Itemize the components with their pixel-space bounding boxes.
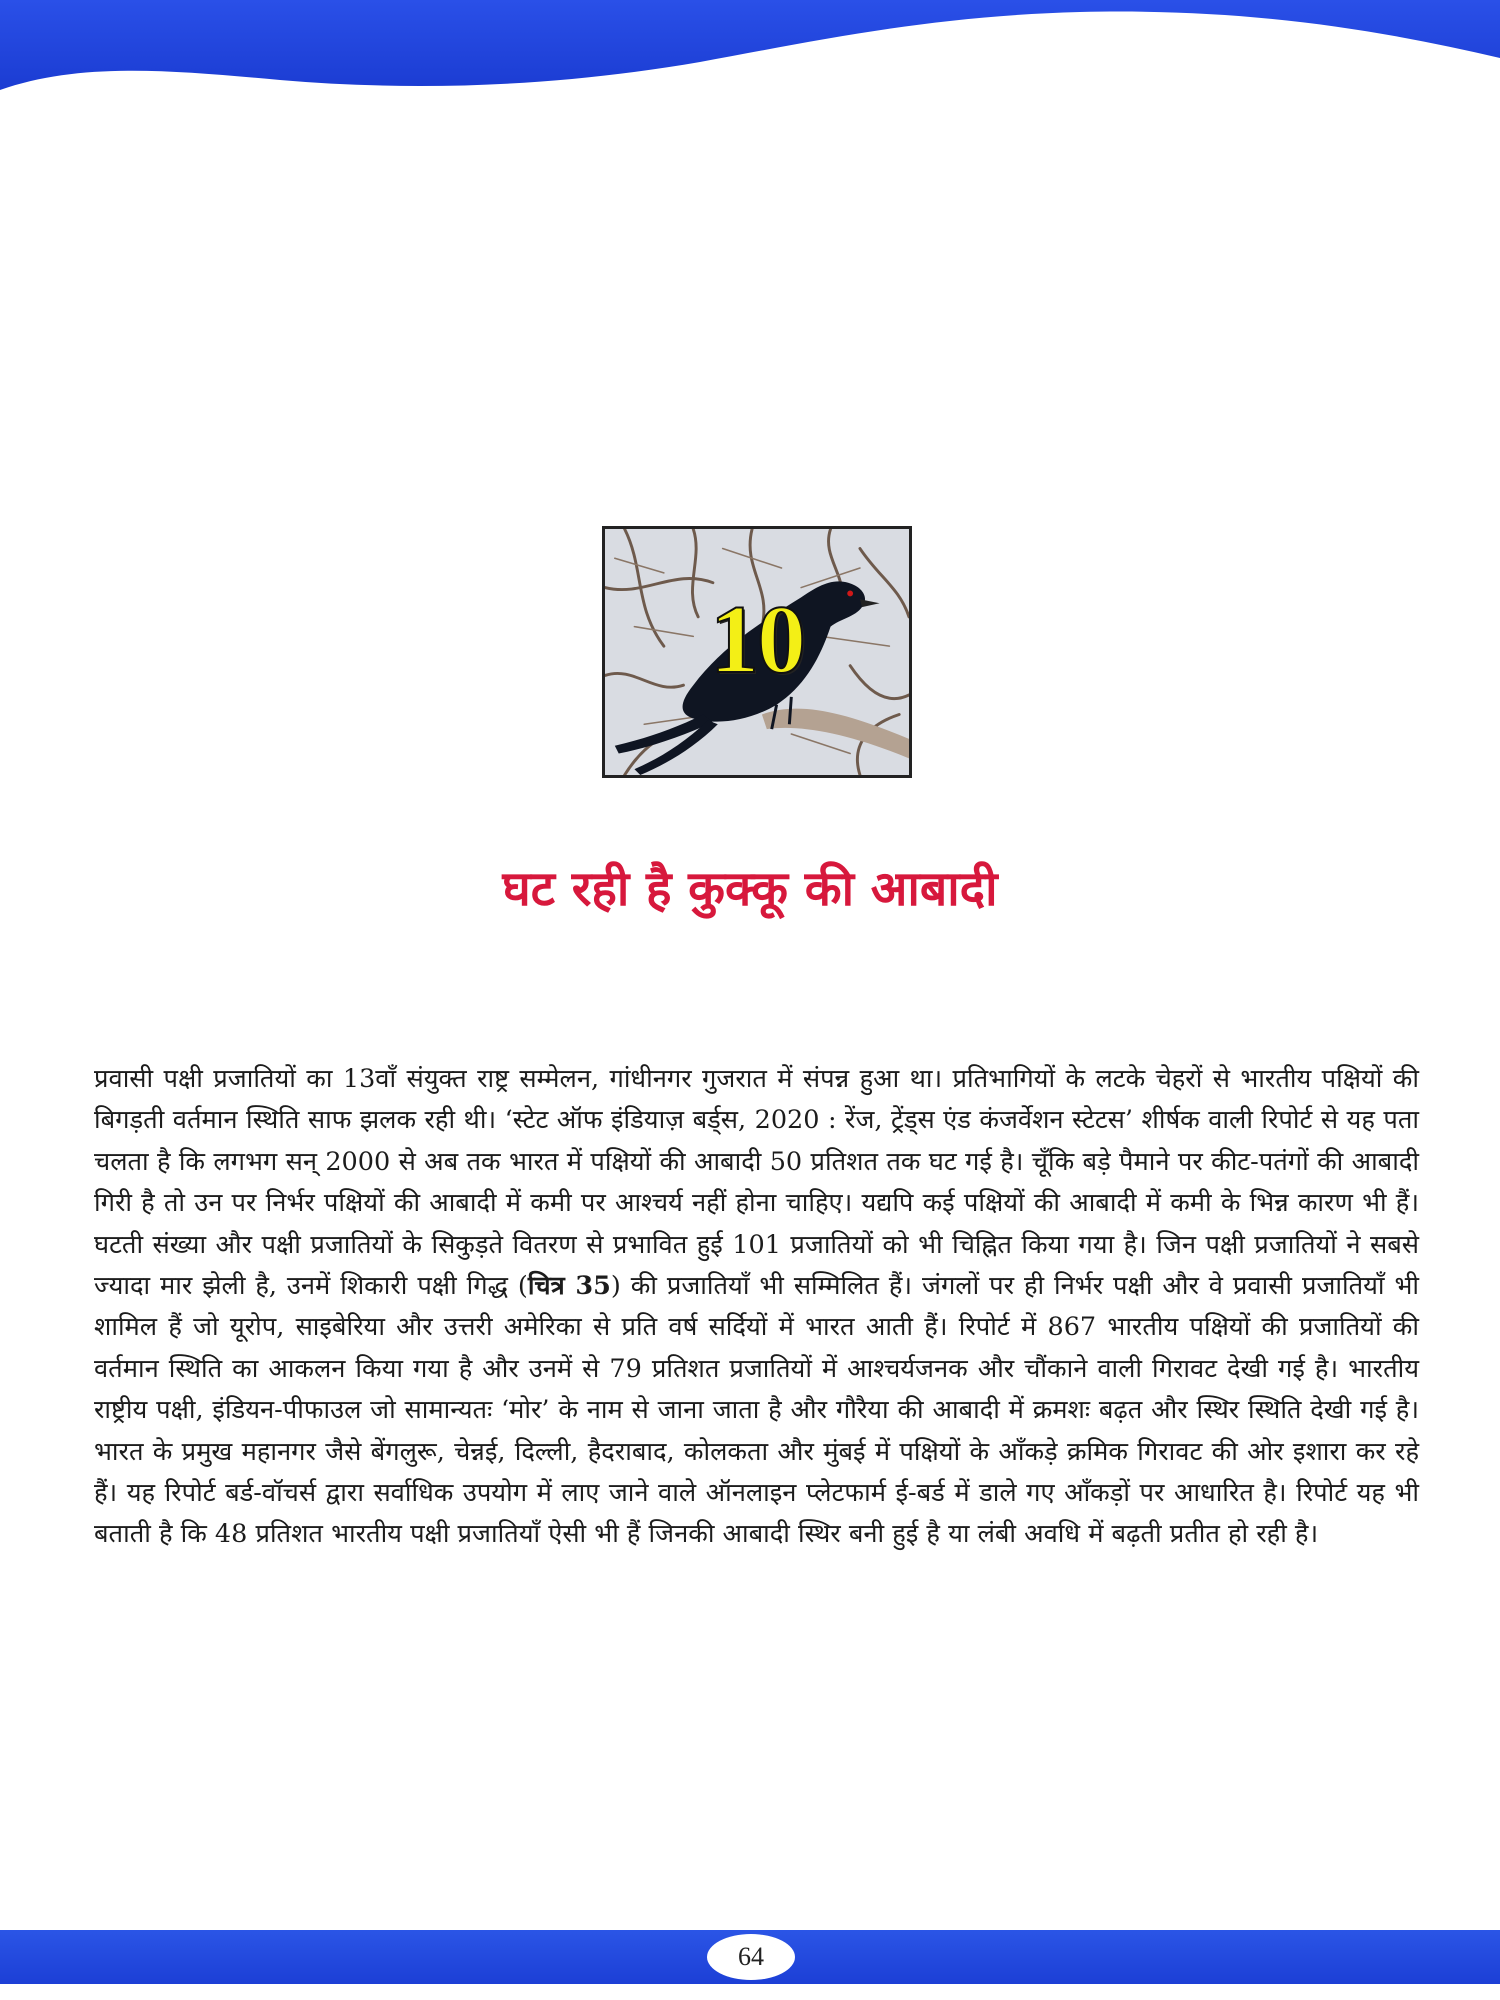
page-number: 64 [707, 1934, 795, 1980]
chapter-number: 10 [710, 586, 804, 694]
body-text-part-2: ) की प्रजातियाँ भी सम्मिलित हैं। जंगलों पर ही निर्भर पक्षी और वे प्रवासी प्रजातियाँ भी शामिल हैं जो यूरोप, साइबेरिया और उत्तरी अमेरिका से प्रति वर्ष सर्दियों में भारत आती हैं। रिपोर्ट में 867 भारतीय पक्षियों की प्रजातियों की वर्तमान स्थिति का आकलन किया गया है और उनमें से 79 प्रतिशत प्रजातियों में आश्चर्यजनक और चौंकाने वाली गिरावट देखी गई है। भारतीय राष्ट्रीय पक्षी, इंडियन-पीफाउल जो सामान्यतः ‘मोर’ के नाम से जाना जाता है और गौरैया की आबादी में क्रमशः बढ़त और स्थिर स्थिति देखी गई है। भारत के प्रमुख महानगर जैसे बेंगलुरू, चेन्नई, दिल्ली, हैदराबाद, कोलकता और मुंबई में पक्षियों के आँकड़े क्रमिक गिरावट की ओर इशारा कर रहे हैं। यह रिपोर्ट बर्ड-वॉचर्स द्वारा सर्वाधिक उपयोग में लाए जाने वाले ऑनलाइन प्लेटफार्म ई-बर्ड में डाले गए आँकड़ों पर आधारित है। रिपोर्ट यह भी बताती है कि 48 प्रतिशत भारतीय पक्षी प्रजातियाँ ऐसी भी हैं जिनकी आबादी स्थिर बनी हुई है या लंबी अवधि में बढ़ती प्रतीत हो रही है। [94, 1271, 1419, 1550]
chapter-title: घट रही है कुक्कू की आबादी [502, 861, 998, 917]
figure-reference: चित्र 35 [527, 1271, 611, 1302]
body-paragraph [94, 1059, 1419, 1556]
body-text-part-1: प्रवासी पक्षी प्रजातियों का 13वाँ संयुक्त राष्ट्र सम्मेलन, गांधीनगर गुजरात में संपन्न हुआ था। प्रतिभागियों के लटके चेहरों से भारतीय पक्षियों की बिगड़ती वर्तमान स्थिति साफ झलक रही थी। ‘स्टेट ऑफ इंडियाज़ बर्ड्स, 2020 : रेंज, ट्रेंड्स एंड कंजर्वेशन स्टेटस’ शीर्षक वाली रिपोर्ट से यह पता चलता है कि लगभग सन् 2000 से अब तक भारत में पक्षियों की आबादी 50 प्रतिशत तक घट गई है। चूँकि बड़े पैमाने पर कीट-पतंगों की आबादी गिरी है तो उन पर निर्भर पक्षियों की आबादी में कमी पर आश्चर्य नहीं होना चाहिए। यद्यपि कई पक्षियों की आबादी में कमी के भिन्न कारण भी हैं। घटती संख्या और पक्षी प्रजातियों के सिकुड़ते वितरण से प्रभावित हुई 101 प्रजातियों को भी चिह्नित किया गया है। जिन पक्षी प्रजातियों ने सबसे ज्यादा मार झेली है, उनमें शिकारी पक्षी गिद्ध ( [94, 1064, 1419, 1302]
chapter-figure-bird-photo [602, 526, 912, 778]
header-wave-band [0, 0, 1500, 110]
